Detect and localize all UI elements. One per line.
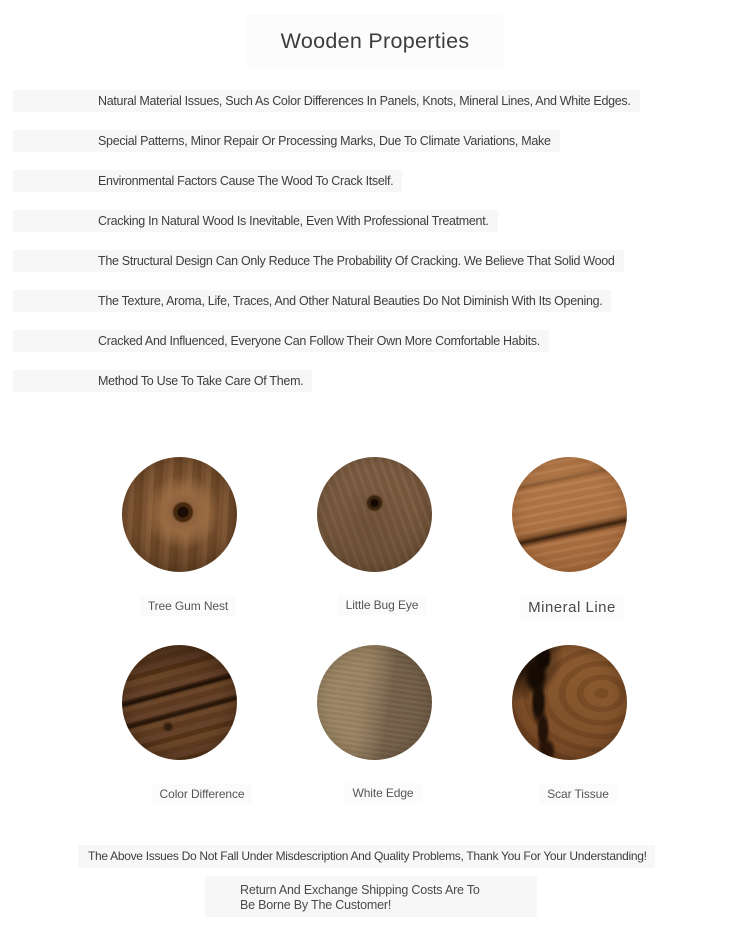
- paragraph-line: The Texture, Aroma, Life, Traces, And Other Natural Beauties Do Not Diminish With Its Opening.: [13, 290, 611, 312]
- section-title-box: [247, 14, 504, 68]
- defect-label-white-edge: White Edge: [344, 783, 421, 803]
- defect-label-scar-tissue: Scar Tissue: [539, 784, 617, 804]
- white-edge-photo: [317, 645, 432, 760]
- page-title: Wooden Properties: [280, 29, 470, 53]
- return-policy-line2: Be Borne By The Customer!: [240, 897, 392, 912]
- color-difference-photo: [122, 645, 237, 760]
- paragraph-line: Environmental Factors Cause The Wood To Crack Itself.: [13, 170, 402, 192]
- little-bug-eye-photo: [317, 457, 432, 572]
- defect-label-mineral-line: Mineral Line: [520, 596, 624, 619]
- paragraph-line: The Structural Design Can Only Reduce The Probability Of Cracking. We Believe That Solid Wood: [13, 250, 624, 272]
- paragraph-line: Natural Material Issues, Such As Color Differences In Panels, Knots, Mineral Lines, And White Edges.: [13, 90, 640, 112]
- paragraph-line: Cracked And Influenced, Everyone Can Follow Their Own More Comfortable Habits.: [13, 330, 549, 352]
- paragraph-line: Cracking In Natural Wood Is Inevitable, Even With Professional Treatment.: [13, 210, 498, 232]
- paragraph-line: Special Patterns, Minor Repair Or Processing Marks, Due To Climate Variations, Make: [13, 130, 560, 152]
- defect-label-tree-gum-nest: Tree Gum Nest: [140, 596, 236, 616]
- intro-paragraphs: [13, 90, 640, 410]
- tree-gum-nest-photo: [122, 457, 237, 572]
- mineral-line-photo: [512, 457, 627, 572]
- paragraph-line: Method To Use To Take Care Of Them.: [13, 370, 312, 392]
- return-policy-box: [205, 876, 537, 917]
- scar-tissue-photo: [512, 645, 627, 760]
- footer-notice: The Above Issues Do Not Fall Under Misdescription And Quality Problems, Thank You For Your Understanding!: [78, 845, 655, 868]
- return-policy-line1: Return And Exchange Shipping Costs Are To: [240, 883, 480, 897]
- defect-label-little-bug-eye: Little Bug Eye: [338, 595, 427, 615]
- defect-label-color-difference: Color Difference: [152, 784, 253, 804]
